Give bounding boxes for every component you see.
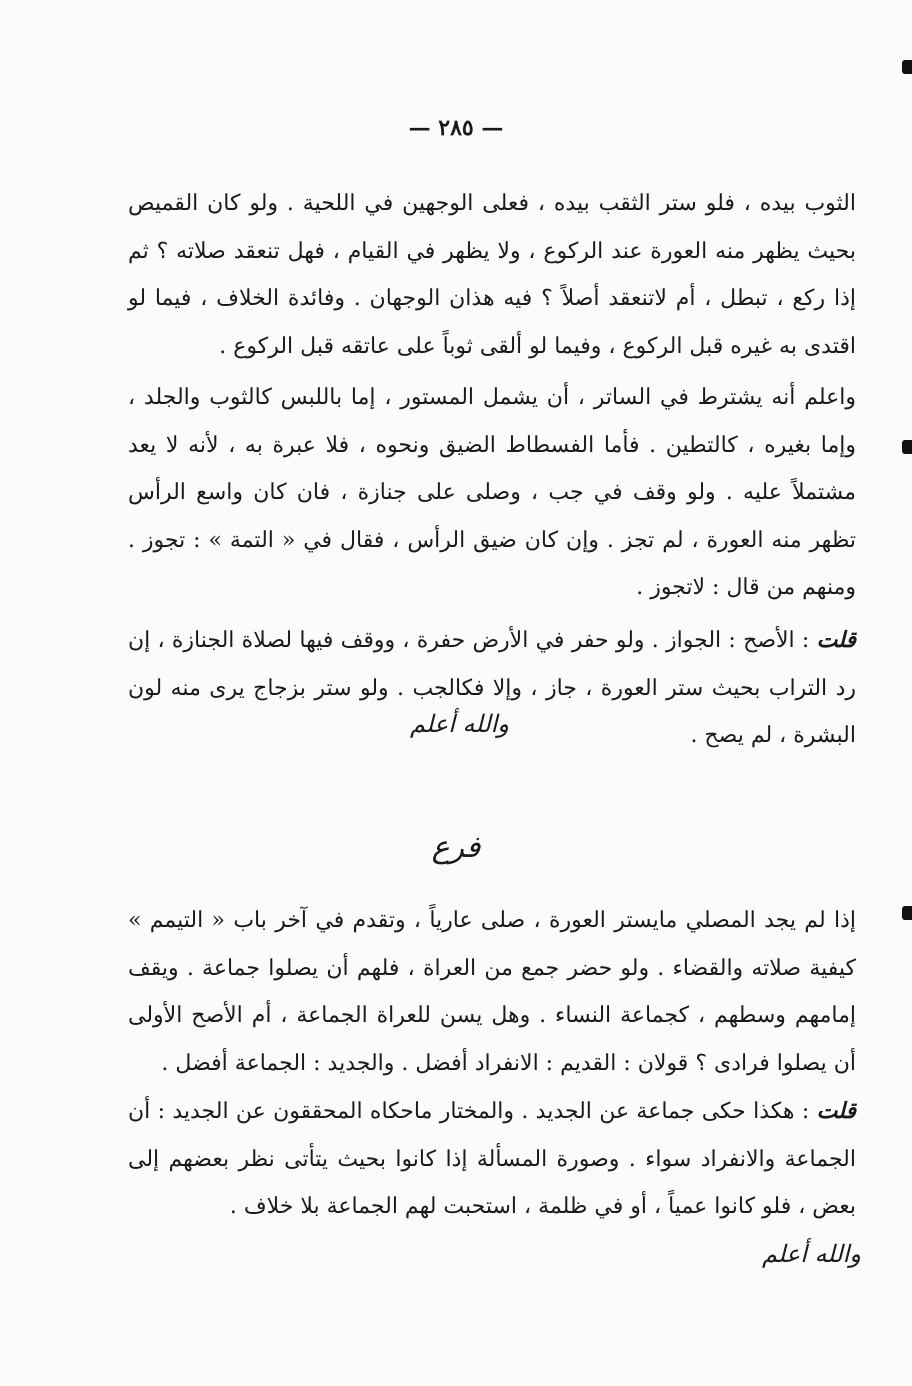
section-title: فرع: [431, 830, 481, 865]
edge-mark: [902, 60, 912, 74]
paragraph-5-text: : هكذا حكى جماعة عن الجديد . والمختار ماحكاه المحققون عن الجديد : أن الجماعة والانفراد سواء . وصورة المسألة إذا كانوا بحيث يتأتى نظر بعضهم إلى بعض ، فلو كانوا عمياً ، أو في ظلمة ، استحبت لهم الجماعة بلا خلاف .: [128, 1099, 856, 1219]
qalat-label: قلت: [816, 1098, 856, 1124]
paragraph-4: إذا لم يجد المصلي مايستر العورة ، صلى عارياً ، وتقدم في آخر باب « التيمم » كيفية صلاته والقضاء . ولو حضر جمع من العراة ، فلهم أن يصلوا جماعة . ويقف إمامهم وسطهم ، كجماعة النساء . وهل يسن للعراة الجماعة ، أم الأصح الأولى أن يصلوا فرادى ؟ قولان : القديم : الانفراد أفضل . والجديد : الجماعة أفضل .: [128, 908, 856, 1076]
edge-mark: [902, 440, 912, 454]
paragraph-2: واعلم أنه يشترط في الساتر ، أن يشمل المستور ، إما باللبس كالثوب والجلد ، وإما بغيره ، كالتطين . فأما الفسطاط الضيق ونحوه ، فلا عبرة به ، لأنه لا يعد مشتملاً عليه . ولو وقف في جب ، وصلى على جنازة ، فان كان واسع الرأس تظهر منه العورة ، لم تجز . وإن كان ضيق الرأس ، فقال في « التمة » : تجوز . ومنهم من قال : لاتجوز .: [128, 385, 857, 600]
page-number: — ٢٨٥ —: [408, 115, 504, 141]
paragraph-3-text: : الأصح : الجواز . ولو حفر في الأرض حفرة ، ووقف فيها لصلاة الجنازة ، إن رد التراب بحيث ستر العورة ، جاز ، وإلا فكالجب . ولو ستر بزجاج يرى منه لون البشرة ، لم يصح .: [128, 628, 856, 748]
paragraph-1: الثوب بيده ، فلو ستر الثقب بيده ، فعلى الوجهين في اللحية . ولو كان القميص بحيث يظهر منه العورة عند الركوع ، ولا يظهر في القيام ، فهل تنعقد صلاته ؟ ثم إذا ركع ، تبطل ، أم لاتنعقد أصلاً ؟ فيه هذان الوجهان . وفائدة الخلاف ، فيما لو اقتدى به غيره قبل الركوع ، وفيما لو ألقى ثوباً على عاتقه قبل الركوع .: [128, 191, 856, 359]
closing-formula: والله أعلم: [410, 710, 509, 738]
edge-mark: [902, 906, 912, 920]
closing-formula: والله أعلم: [762, 1240, 861, 1268]
qalat-label: قلت: [816, 627, 856, 653]
paragraph-3: [128, 617, 856, 760]
paragraph-5: [128, 1088, 856, 1231]
